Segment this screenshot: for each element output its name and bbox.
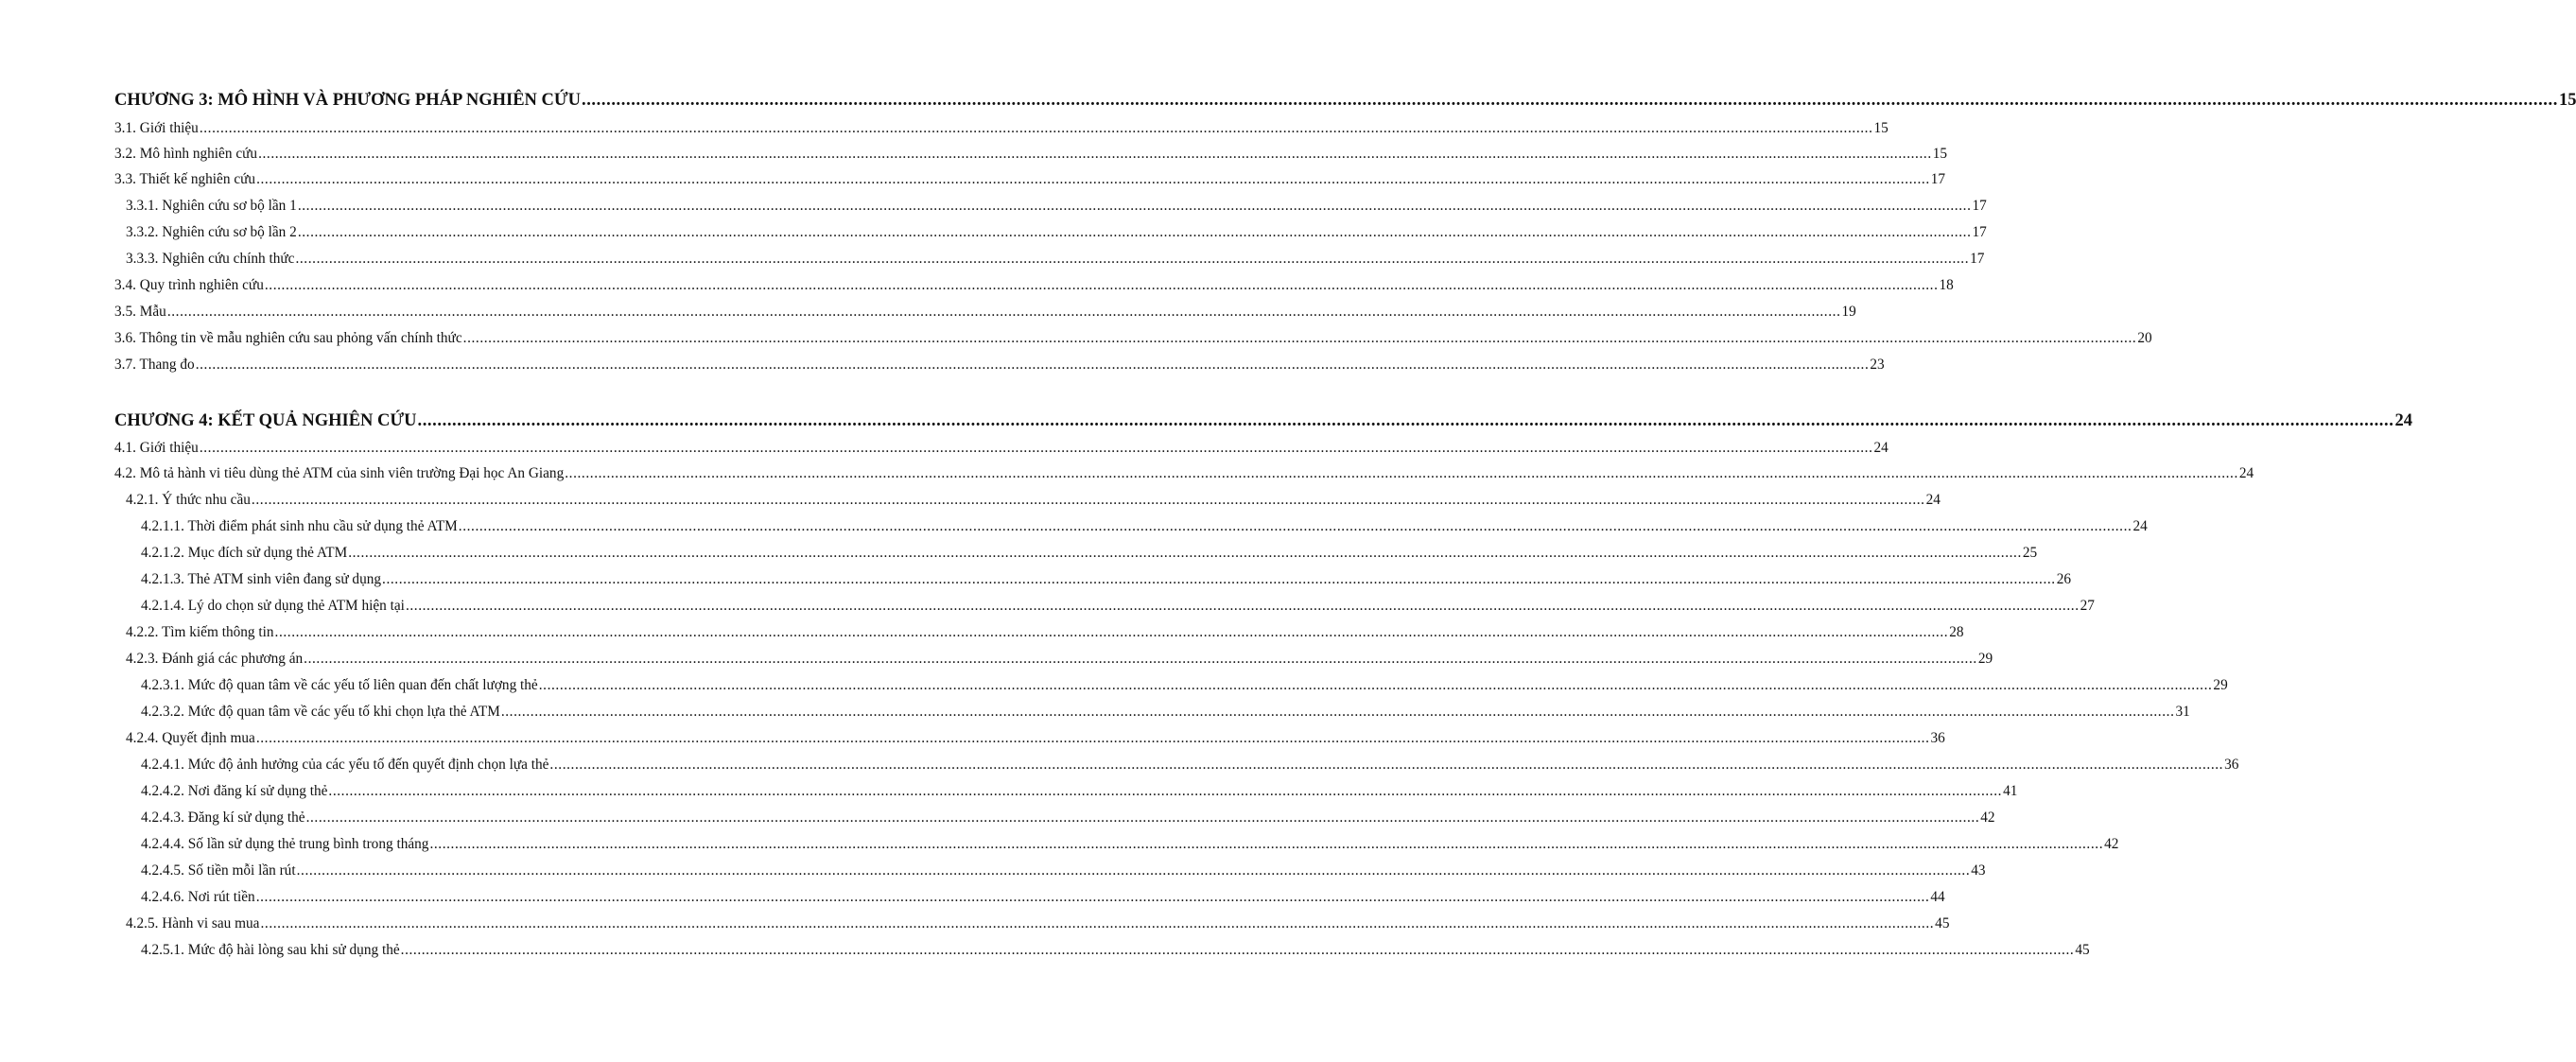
toc-entry-title: 4.2.5.1. Mức độ hài lòng sau khi sử dụng thẻ [141, 942, 400, 958]
toc-entry-title: 3.3.3. Nghiên cứu chính thức [126, 251, 295, 267]
toc-entry[interactable] [114, 650, 1993, 669]
dot-leader: ................................................................................................................................................................................................................................................................................................................................................................................................................ [195, 357, 1870, 373]
toc-entry-title: 4.2.2. Tìm kiếm thông tin [126, 624, 274, 640]
toc-entry[interactable] [114, 676, 2228, 695]
toc-entry-title: 4.1. Giới thiệu [114, 440, 199, 456]
toc-entry-page: 29 [1977, 651, 1993, 667]
dot-leader: ................................................................................................................................................................................................................................................................................................................................................................................................................ [274, 624, 1949, 640]
toc-entry[interactable] [114, 597, 2095, 616]
toc-entry[interactable] [114, 197, 1987, 216]
toc-entry-title: 4.2.4.3. Đăng kí sử dụng thẻ [141, 810, 305, 826]
toc-entry[interactable] [114, 329, 2152, 348]
toc-entry-page: 42 [2104, 836, 2119, 852]
toc-entry-page: 17 [1972, 224, 1987, 240]
toc-entry[interactable] [114, 782, 2018, 801]
toc-entry-page: 17 [1930, 171, 1946, 187]
toc-entry[interactable] [114, 250, 1985, 269]
toc-entry-page: 20 [2137, 330, 2152, 346]
dot-leader: ................................................................................................................................................................................................................................................................................................................................................................................................................ [256, 171, 1930, 187]
toc-entry-page: 24 [2132, 518, 2148, 534]
toc-entry[interactable] [114, 491, 1941, 510]
toc-entry-title: 3.1. Giới thiệu [114, 120, 199, 136]
toc-entry-page: 27 [2080, 598, 2095, 614]
toc-chapter-4[interactable] [114, 409, 2412, 432]
dot-leader: ................................................................................................................................................................................................................................................................................................................................................................................................................ [296, 862, 1971, 879]
dot-leader: ................................................................................................................................................................................................................................................................................................................................................................................................................ [297, 198, 1972, 214]
toc-entry-page: 31 [2175, 704, 2190, 720]
dot-leader: ................................................................................................................................................................................................................................................................................................................................................................................................................ [565, 465, 2238, 481]
toc-entry-page: 45 [2075, 942, 2090, 958]
toc-entry-title: 4.2.3. Đánh giá các phương án [126, 651, 304, 667]
dot-leader: ................................................................................................................................................................................................................................................................................................................................................................................................................ [251, 492, 1925, 508]
toc-entry-page: 23 [1870, 357, 1885, 373]
toc-entry-page: 24 [2238, 465, 2254, 481]
toc-entry-title: 4.2.1.1. Thời điểm phát sinh nhu cầu sử dụng thẻ ATM [141, 518, 458, 534]
toc-entry[interactable] [114, 356, 1885, 374]
dot-leader: ................................................................................................................................................................................................................................................................................................................................................................................................................ [297, 224, 1972, 240]
dot-leader: ................................................................................................................................................................................................................................................................................................................................................................................................................ [500, 704, 2175, 720]
dot-leader: ................................................................................................................................................................................................................................................................................................................................................................................................................ [304, 651, 1977, 667]
toc-entry[interactable] [114, 223, 1987, 242]
toc-entry[interactable] [114, 439, 1888, 458]
dot-leader: ................................................................................................................................................................................................................................................................................................................................................................................................................ [305, 810, 1980, 826]
dot-leader: ................................................................................................................................................................................................................................................................................................................................................................................................................ [400, 942, 2075, 958]
toc-entry[interactable] [114, 276, 1954, 295]
toc-entry-page: 15 [1932, 146, 1948, 162]
toc-entry-title: CHƯƠNG 4: KẾT QUẢ NGHIÊN CỨU [114, 411, 417, 430]
dot-leader: ................................................................................................................................................................................................................................................................................................................................................................................................................ [405, 598, 2080, 614]
toc-entry-page: 19 [1841, 304, 1856, 320]
dot-leader: ................................................................................................................................................................................................................................................................................................................................................................................................................ [417, 411, 2394, 430]
toc-entry-page: 24 [1873, 440, 1888, 456]
toc-entry[interactable] [114, 145, 1948, 164]
toc-entry-title: 3.3. Thiết kế nghiên cứu [114, 171, 256, 187]
toc-entry[interactable] [114, 303, 1856, 322]
toc-entry-page: 36 [1930, 730, 1945, 746]
dot-leader: ................................................................................................................................................................................................................................................................................................................................................................................................................ [462, 330, 2137, 346]
toc-entry[interactable] [114, 914, 1950, 933]
dot-leader: ................................................................................................................................................................................................................................................................................................................................................................................................................ [429, 836, 2104, 852]
toc-entry-page: 25 [2022, 545, 2038, 561]
toc-entry-title: 4.2.5. Hành vi sau mua [126, 915, 260, 931]
toc-entry[interactable] [114, 862, 1986, 880]
toc-entry-page: 26 [2056, 571, 2072, 587]
toc-chapter-3[interactable] [114, 89, 2576, 112]
dot-leader: ................................................................................................................................................................................................................................................................................................................................................................................................................ [549, 757, 2224, 773]
toc-entry[interactable] [114, 809, 1995, 827]
toc-entry[interactable] [114, 570, 2072, 589]
dot-leader: ................................................................................................................................................................................................................................................................................................................................................................................................................ [295, 251, 1970, 267]
dot-leader: ................................................................................................................................................................................................................................................................................................................................................................................................................ [255, 889, 1930, 905]
toc-entry[interactable] [114, 170, 1946, 189]
toc-entry-page: 42 [1980, 810, 1995, 826]
toc-entry-page: 15 [2558, 91, 2576, 110]
toc-entry[interactable] [114, 835, 2119, 854]
toc-entry[interactable] [114, 464, 2254, 483]
dot-leader: ................................................................................................................................................................................................................................................................................................................................................................................................................ [264, 277, 1939, 293]
toc-entry-title: 4.2.4.5. Số tiền mỗi lần rút [141, 862, 296, 879]
toc-entry-title: 4.2.3.1. Mức độ quan tâm về các yếu tố liên quan đến chất lượng thẻ [141, 677, 538, 693]
toc-entry-title: 4.2.4. Quyết định mua [126, 730, 255, 746]
dot-leader: ................................................................................................................................................................................................................................................................................................................................................................................................................ [328, 783, 2003, 799]
toc-entry[interactable] [114, 703, 2190, 722]
dot-leader: ................................................................................................................................................................................................................................................................................................................................................................................................................ [255, 730, 1930, 746]
toc-entry[interactable] [114, 517, 2148, 536]
toc-entry-title: 4.2.4.1. Mức độ ảnh hưởng của các yếu tố đến quyết định chọn lựa thẻ [141, 757, 549, 773]
toc-entry-title: 4.2.3.2. Mức độ quan tâm về các yếu tố khi chọn lựa thẻ ATM [141, 704, 500, 720]
toc-entry-title: 4.2.1.2. Mục đích sử dụng thẻ ATM [141, 545, 348, 561]
toc-entry-title: 4.2. Mô tả hành vi tiêu dùng thẻ ATM của sinh viên trường Đại học An Giang [114, 465, 565, 481]
toc-entry[interactable] [114, 729, 1945, 748]
toc-entry-title: 3.6. Thông tin về mẫu nghiên cứu sau phỏng vấn chính thức [114, 330, 462, 346]
toc-entry-page: 18 [1939, 277, 1954, 293]
toc-entry-title: 3.3.2. Nghiên cứu sơ bộ lần 2 [126, 224, 297, 240]
dot-leader: ................................................................................................................................................................................................................................................................................................................................................................................................................ [458, 518, 2132, 534]
toc-entry-page: 28 [1949, 624, 1964, 640]
dot-leader: ................................................................................................................................................................................................................................................................................................................................................................................................................ [348, 545, 2022, 561]
dot-leader: ................................................................................................................................................................................................................................................................................................................................................................................................................ [199, 440, 1873, 456]
toc-entry-title: 3.4. Quy trình nghiên cứu [114, 277, 264, 293]
toc-entry-page: 36 [2224, 757, 2239, 773]
toc-entry-page: 15 [1873, 120, 1888, 136]
dot-leader: ................................................................................................................................................................................................................................................................................................................................................................................................................ [166, 304, 1841, 320]
toc-entry-title: 4.2.4.2. Nơi đăng kí sử dụng thẻ [141, 783, 328, 799]
toc-entry-title: 4.2.4.6. Nơi rút tiền [141, 889, 255, 905]
toc-entry-page: 43 [1971, 862, 1986, 879]
toc-entry-page: 24 [1925, 492, 1941, 508]
toc-entry-page: 41 [2003, 783, 2018, 799]
toc-entry[interactable] [114, 544, 2038, 563]
toc-entry[interactable] [114, 119, 1888, 138]
toc-entry[interactable] [114, 623, 1964, 642]
toc-entry-page: 24 [2394, 411, 2412, 430]
toc-entry-page: 17 [1970, 251, 1985, 267]
toc-entry-title: 4.2.1. Ý thức nhu cầu [126, 492, 251, 508]
toc-entry[interactable] [114, 888, 1945, 907]
toc-entry-title: 4.2.1.3. Thẻ ATM sinh viên đang sử dụng [141, 571, 382, 587]
toc-entry-title: 3.7. Thang đo [114, 357, 195, 373]
toc-entry[interactable] [114, 941, 2090, 960]
toc-entry-title: 3.3.1. Nghiên cứu sơ bộ lần 1 [126, 198, 297, 214]
toc-entry-page: 45 [1935, 915, 1950, 931]
toc-entry-page: 17 [1972, 198, 1987, 214]
toc-entry-title: 4.2.4.4. Số lần sử dụng thẻ trung bình trong tháng [141, 836, 429, 852]
dot-leader: ................................................................................................................................................................................................................................................................................................................................................................................................................ [581, 91, 2558, 110]
dot-leader: ................................................................................................................................................................................................................................................................................................................................................................................................................ [538, 677, 2213, 693]
toc-entry-page: 29 [2213, 677, 2228, 693]
toc-entry-title: 3.2. Mô hình nghiên cứu [114, 146, 258, 162]
toc-entry[interactable] [114, 756, 2239, 775]
dot-leader: ................................................................................................................................................................................................................................................................................................................................................................................................................ [260, 915, 1935, 931]
toc-entry-title: CHƯƠNG 3: MÔ HÌNH VÀ PHƯƠNG PHÁP NGHIÊN CỨU [114, 91, 581, 110]
toc-entry-title: 4.2.1.4. Lý do chọn sử dụng thẻ ATM hiện tại [141, 598, 405, 614]
toc-entry-page: 44 [1930, 889, 1945, 905]
dot-leader: ................................................................................................................................................................................................................................................................................................................................................................................................................ [258, 146, 1932, 162]
dot-leader: ................................................................................................................................................................................................................................................................................................................................................................................................................ [199, 120, 1873, 136]
toc-entry-title: 3.5. Mẫu [114, 304, 166, 320]
dot-leader: ................................................................................................................................................................................................................................................................................................................................................................................................................ [382, 571, 2056, 587]
